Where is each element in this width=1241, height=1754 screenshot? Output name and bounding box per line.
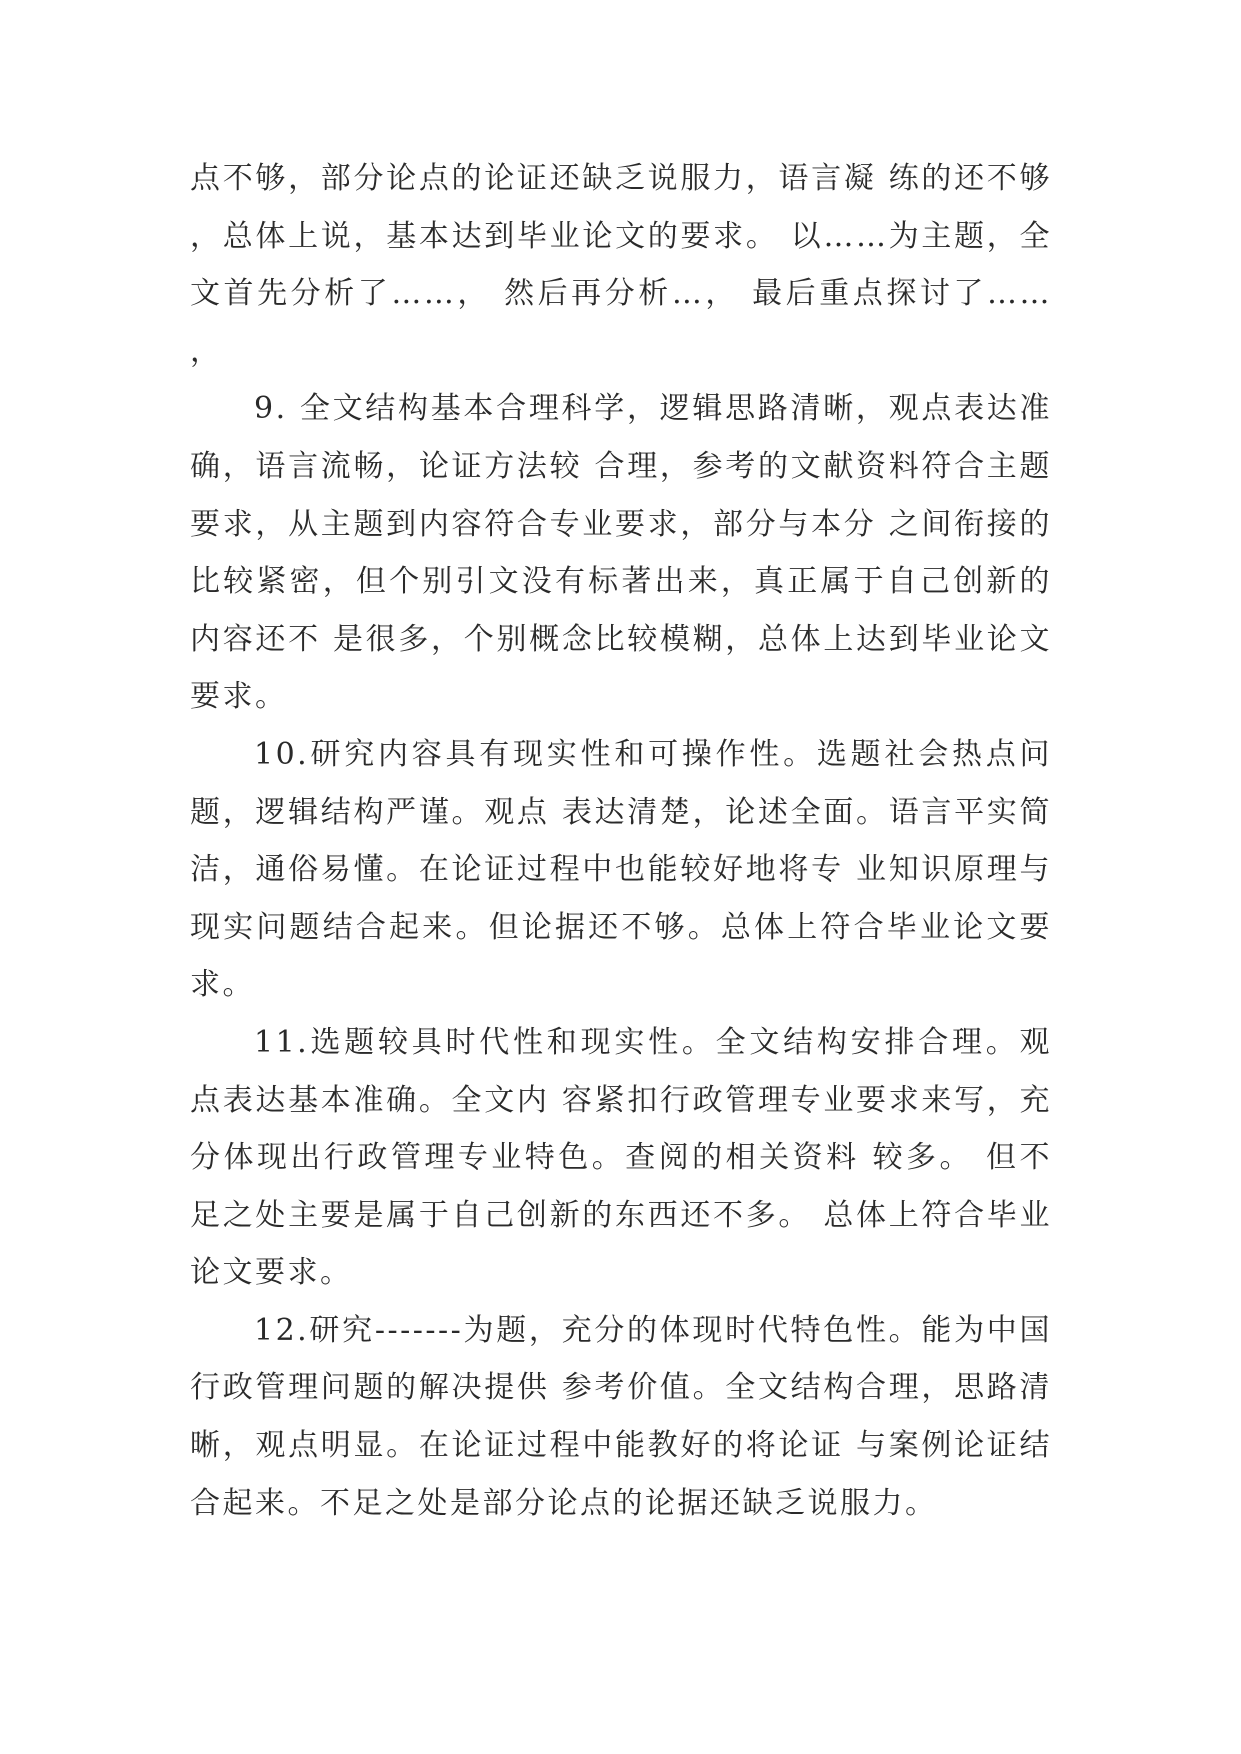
paragraph-continued: 点不够，部分论点的论证还缺乏说服力，语言凝 练的还不够，总体上说，基本达到毕业论文的要求。 以……为主题，全文首先分析了……， 然后再分析…， 最后重点探讨了……， bbox=[190, 161, 1052, 369]
paragraph-item-11: 11.选题较具时代性和现实性。全文结构安排合理。观点表达基本准确。全文内 容紧扣行政管理专业要求来写，充分体现出行政管理专业特色。查阅的相关资料 较多。 但不足之处主要是属于自己创新的东西还不多。 总体上符合毕业论文要求。 bbox=[190, 1024, 1052, 1291]
document-body bbox=[190, 150, 1052, 1532]
paragraph-item-9: 9. 全文结构基本合理科学，逻辑思路清晰，观点表达准确，语言流畅，论证方法较 合理，参考的文献资料符合主题要求，从主题到内容符合专业要求，部分与本分 之间衔接的比较紧密，但个别引文没有标著出来，真正属于自己创新的内容还不 是很多，个别概念比较模糊，总体上达到毕业论文要求。 bbox=[190, 391, 1052, 715]
paragraph-item-12: 12.研究-------为题，充分的体现时代特色性。能为中国行政管理问题的解决提供 参考价值。全文结构合理，思路清晰，观点明显。在论证过程中能教好的将论证 与案例论证结合起来。不足之处是部分论点的论据还缺乏说服力。 bbox=[190, 1312, 1052, 1521]
paragraph-item-10: 10.研究内容具有现实性和可操作性。选题社会热点问题，逻辑结构严谨。观点 表达清楚，论述全面。语言平实简洁，通俗易懂。在论证过程中也能较好地将专 业知识原理与现实问题结合起来。但论据还不够。总体上符合毕业论文要求。 bbox=[190, 736, 1052, 1003]
